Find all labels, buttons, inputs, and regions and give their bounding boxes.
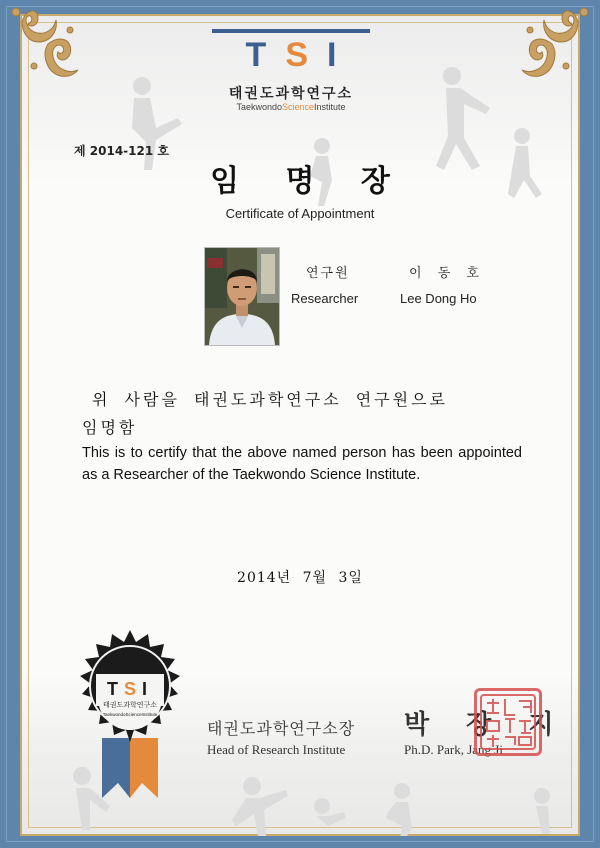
signer-title-korean: 태권도과학연구소장 — [207, 719, 356, 738]
seal-korean-text: 태권도과학연구소 — [102, 701, 158, 709]
logo-korean-name: 태권도과학연구소 — [228, 86, 354, 102]
logo-rule — [212, 29, 370, 33]
signer-title-english: Head of Research Institute — [207, 742, 346, 757]
name-english: Lee Dong Ho — [400, 291, 477, 306]
body-korean-line2: 임명함 — [82, 418, 138, 437]
official-stamp-icon — [474, 688, 542, 756]
issue-date: 2014년 7월 3일 — [237, 570, 363, 586]
role-english: Researcher — [291, 291, 359, 306]
seal-tsi-text: TSI — [106, 679, 154, 699]
signer-name-korean: 박 장 지 — [404, 710, 568, 740]
body-korean-line1: 위 사람을 태권도과학연구소 연구원으로 — [92, 390, 449, 409]
fleur-de-lis-corner-icon — [512, 4, 592, 84]
role-korean: 연구원 — [306, 266, 350, 281]
logo-english-name: TaekwondoScienceInstitute — [236, 102, 346, 112]
tsi-seal-icon — [60, 628, 200, 803]
signer-name-english: Ph.D. Park, Jang Ji — [404, 742, 503, 757]
body-english: This is to certify that the above named person has been appointed as a Researcher of the Taekwondo Science Institute. — [82, 445, 522, 483]
title-korean: 임 명 장 — [210, 164, 408, 199]
tsi-logo: TSI — [245, 36, 356, 74]
certificate-number: 제 2014-121 호 — [74, 144, 169, 158]
name-korean: 이 동 호 — [409, 266, 485, 281]
title-english: Certificate of Appointment — [225, 206, 375, 221]
appointee-photo — [204, 247, 280, 346]
seal-english-text: TaekwondoScienceInstitute — [102, 712, 158, 717]
fleur-de-lis-corner-icon — [8, 4, 88, 84]
